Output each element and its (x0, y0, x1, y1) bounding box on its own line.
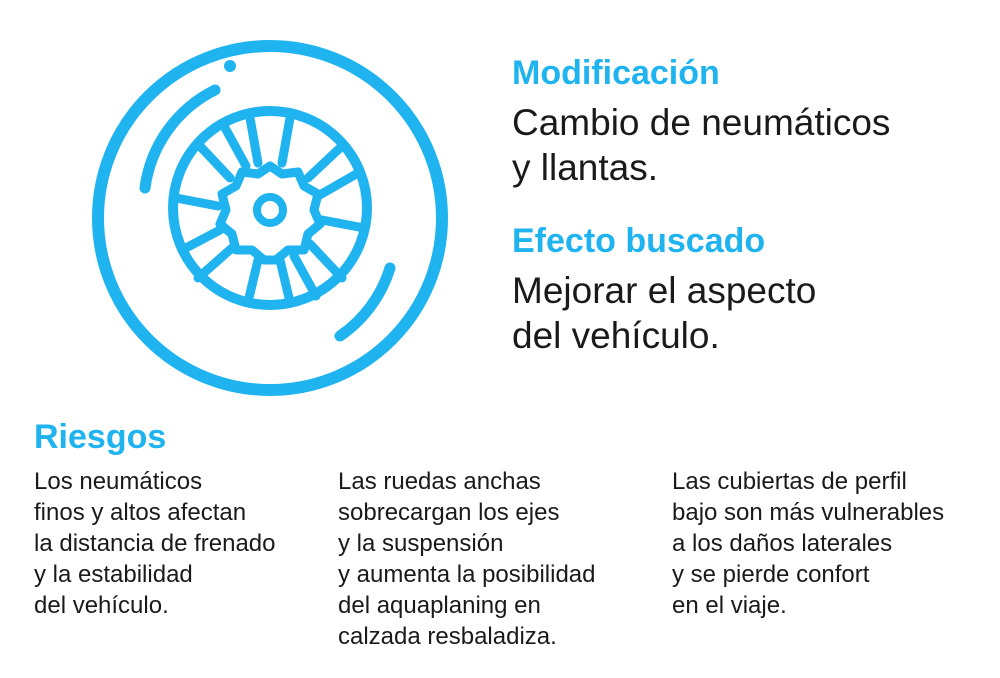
risk-line: bajo son más vulnerables (672, 499, 945, 526)
risk-item-1 (34, 466, 324, 621)
risk-line: finos y altos afectan (34, 499, 247, 526)
risk-item-2 (338, 466, 658, 652)
tire-wheel-icon (90, 38, 450, 398)
risk-line: y aumenta la posibilidad (338, 561, 596, 588)
risk-line: la distancia de frenado (34, 530, 276, 557)
risk-line: en el viaje. (672, 592, 787, 619)
modification-line: y llantas. (512, 147, 659, 188)
risk-line: y la estabilidad (34, 561, 193, 588)
modification-text (512, 100, 982, 190)
risk-line: Los neumáticos (34, 468, 203, 495)
risk-line: del vehículo. (34, 592, 169, 619)
effect-text (512, 268, 982, 358)
risk-line: Las ruedas anchas (338, 468, 541, 495)
effect-line: Mejorar el aspecto (512, 270, 817, 311)
risk-item-3 (672, 466, 992, 621)
risk-line: y la suspensión (338, 530, 504, 557)
effect-line: del vehículo. (512, 315, 720, 356)
risks-heading: Riesgos (34, 418, 167, 456)
modification-line: Cambio de neumáticos (512, 102, 891, 143)
risk-line: sobrecargan los ejes (338, 499, 560, 526)
modification-heading: Modificación (512, 54, 720, 92)
risk-line: Las cubiertas de perfil (672, 468, 907, 495)
risk-line: a los daños laterales (672, 530, 893, 557)
effect-heading: Efecto buscado (512, 222, 766, 260)
risk-line: calzada resbaladiza. (338, 623, 557, 650)
risk-line: y se pierde confort (672, 561, 870, 588)
risk-line: del aquaplaning en (338, 592, 541, 619)
